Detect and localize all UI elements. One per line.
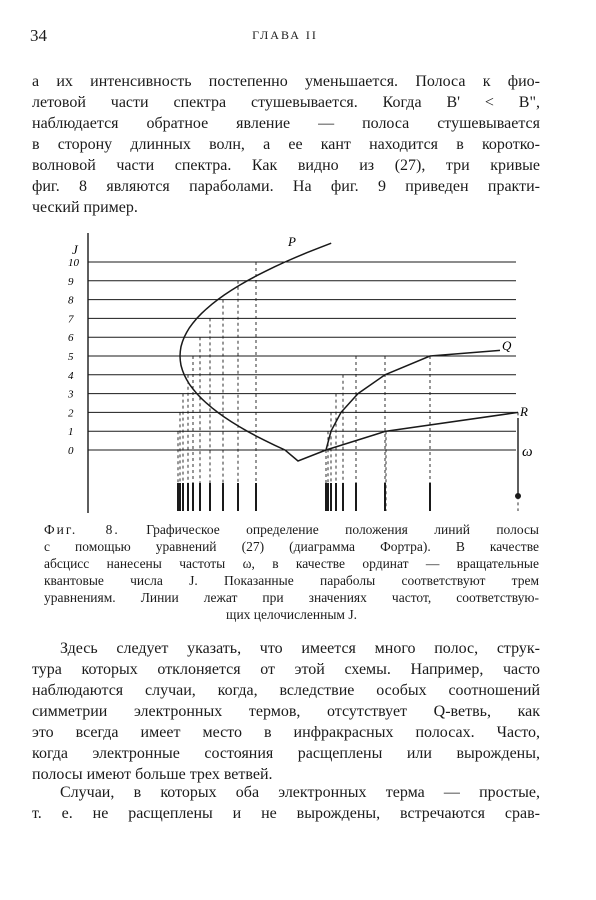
x-axis-label: ω xyxy=(522,444,533,460)
y-tick-label: 2 xyxy=(68,407,74,420)
text-line: волновой части спектра. Как видно из (27), три кривые xyxy=(32,157,540,174)
text-line: когда электронные состояния расщеплены или вырождены, xyxy=(32,745,540,762)
text-line: Случаи, в которых оба электронных терма — простые, xyxy=(60,784,540,801)
text-line: симметрии электронных термов, отсутствует Q-ветвь, как xyxy=(32,703,540,720)
text-line: ческий пример. xyxy=(32,199,138,216)
caption-text: Графическое определение положения линий полосы xyxy=(146,522,540,537)
y-tick-labels xyxy=(67,257,80,457)
y-tick-label: 8 xyxy=(68,294,74,307)
text-line: т. е. не расщеплены и не вырождены, встречаются срав- xyxy=(32,805,540,822)
y-tick-label: 10 xyxy=(68,257,79,269)
y-tick-label: 7 xyxy=(68,313,74,326)
paragraph-3 xyxy=(32,782,540,824)
caption-line: уравнениям. Линии лежат при значениях частот, соответствую- xyxy=(44,590,539,605)
y-axis-label: J xyxy=(72,242,78,257)
y-tick-label: 0 xyxy=(68,445,74,457)
y-tick-label: 3 xyxy=(68,388,74,401)
text-line: тура которых отклоняется от этой схемы. Например, часто xyxy=(32,661,540,678)
running-title: ГЛАВА II xyxy=(252,28,318,42)
y-tick-label: 9 xyxy=(68,275,74,288)
text-line: это всегда имеет место в инфракрасных полосах. Часто, xyxy=(32,724,540,741)
fortrat-diagram-svg xyxy=(60,228,560,518)
text-line: Здесь следует указать, что имеется много полос, струк- xyxy=(60,640,540,657)
text-line: фиг. 8 являются параболами. На фиг. 9 приведен практи- xyxy=(32,178,540,195)
branch-curves xyxy=(180,243,518,461)
y-tick-label: 1 xyxy=(68,426,74,439)
caption-line: с помощью уравнений (27) (диаграмма Фортра). В качестве xyxy=(44,539,539,554)
page-header xyxy=(30,26,540,48)
spectral-line-ticks xyxy=(178,483,430,511)
figure-caption xyxy=(44,521,539,623)
paragraph-1 xyxy=(32,71,540,218)
y-tick-label: 4 xyxy=(68,369,74,382)
text-line: летовой части спектра стушевывается. Когда B' < B", xyxy=(32,94,540,111)
page-number: 34 xyxy=(30,26,47,45)
q-branch-curve xyxy=(326,350,500,450)
paragraph-2 xyxy=(32,638,540,785)
caption-line xyxy=(44,521,539,538)
text-line: наблюдается обратное явление — полоса стушевывается xyxy=(32,115,540,132)
y-tick-label: 6 xyxy=(68,332,74,345)
caption-line: квантовые числа J. Показанные параболы соответствуют трем xyxy=(44,573,539,588)
curve-label-p: P xyxy=(288,234,296,249)
text-line: полосы имеют больше трех ветвей. xyxy=(32,766,273,783)
text-line: наблюдаются случаи, когда, вследствие особых соотношений xyxy=(32,682,540,699)
figure-label: Фиг. 8. xyxy=(44,522,120,537)
fortrat-diagram xyxy=(60,228,560,518)
curve-label-q: Q xyxy=(502,338,512,353)
text-line: в сторону длинных волн, а ее кант находится в коротко- xyxy=(32,136,540,153)
text-line: а их интенсивность постепенно уменьшается. Полоса к фио- xyxy=(32,73,540,90)
caption-line: щих целочисленным J. xyxy=(226,607,357,622)
curve-label-r: R xyxy=(520,404,528,419)
caption-line: абсцисс нанесены частоты ω, в качестве ординат — вращательные xyxy=(44,556,539,571)
y-tick-label: 5 xyxy=(68,351,74,363)
